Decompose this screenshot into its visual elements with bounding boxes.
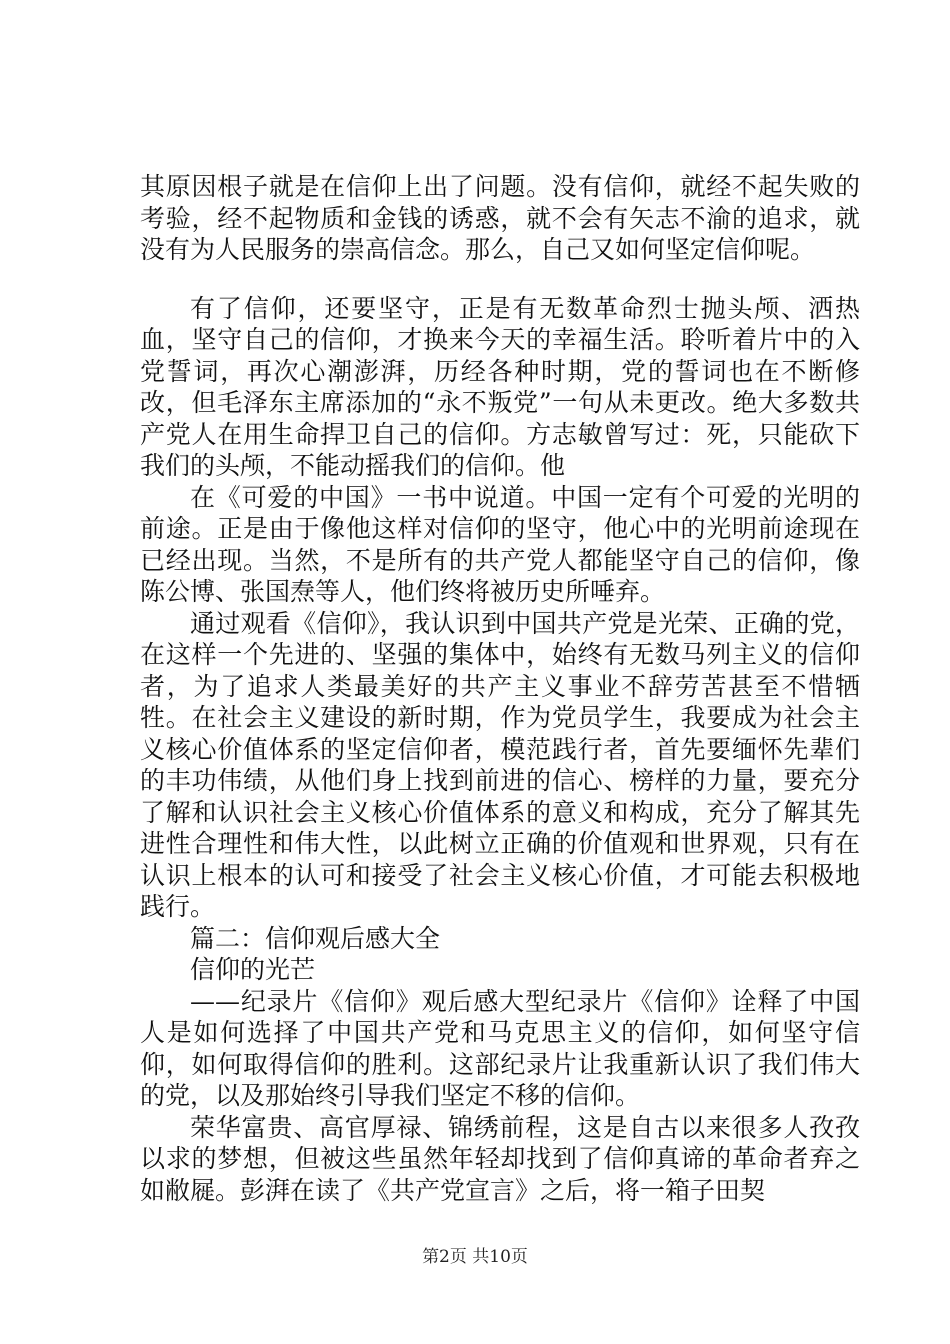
document-body xyxy=(140,171,860,1206)
page-number-footer: 第2页 共10页 xyxy=(422,1247,528,1267)
section-heading: 篇二：信仰观后感大全 xyxy=(190,923,441,953)
paragraph-5: ——纪录片《信仰》观后感大型纪录片《信仰》诠释了中国人是如何选择了中国共产党和马克思主义的信仰，如何坚守信仰，如何取得信仰的胜利。这部纪录片让我重新认识了我们伟大的党，以及那始终引导我们坚定不移的信仰。 xyxy=(140,986,860,1110)
section-subtitle: 信仰的光芒 xyxy=(190,955,316,984)
paragraph-6: 荣华富贵、高官厚禄、锦绣前程，这是自古以来很多人孜孜以求的梦想，但被这些虽然年轻却找到了信仰真谛的革命者弃之如敝屣。彭湃在读了《共产党宣言》之后，将一箱子田契 xyxy=(140,1112,860,1205)
paragraph-4: 通过观看《信仰》，我认识到中国共产党是光荣、正确的党，在这样一个先进的、坚强的集体中，始终有无数马列主义的信仰者，为了追求人类最美好的共产主义事业不辞劳苦甚至不惜牺牲。在社会主义建设的新时期，作为党员学生，我要成为社会主义核心价值体系的坚定信仰者，模范践行者，首先要缅怀先辈们的丰功伟绩，从他们身上找到前进的信心、榜样的力量，要充分了解和认识社会主义核心价值体系的意义和构成，充分了解其先进性合理性和伟大性，以此树立正确的价值观和世界观，只有在认识上根本的认可和接受了社会主义核心价值，才可能去积极地践行。 xyxy=(140,608,860,921)
paragraph-1: 其原因根子就是在信仰上出了问题。没有信仰，就经不起失败的考验，经不起物质和金钱的诱惑，就不会有矢志不渝的追求，就没有为人民服务的崇高信念。那么，自己又如何坚定信仰呢。 xyxy=(140,172,860,264)
paragraph-2: 有了信仰，还要坚守，正是有无数革命烈士抛头颅、洒热血，坚守自己的信仰，才换来今天的幸福生活。聆听着片中的入党誓词，再次心潮澎湃，历经各种时期，党的誓词也在不断修改，但毛泽东主席添加的“永不叛党”一句从未更改。绝大多数共产党人在用生命捍卫自己的信仰。方志敏曾写过：死，只能砍下我们的头颅，不能动摇我们的信仰。他 xyxy=(140,293,860,480)
paragraph-3: 在《可爱的中国》一书中说道。中国一定有个可爱的光明的前途。正是由于像他这样对信仰的坚守，他心中的光明前途现在已经出现。当然，不是所有的共产党人都能坚守自己的信仰，像陈公博、张国焘等人，他们终将被历史所唾弃。 xyxy=(140,482,860,606)
